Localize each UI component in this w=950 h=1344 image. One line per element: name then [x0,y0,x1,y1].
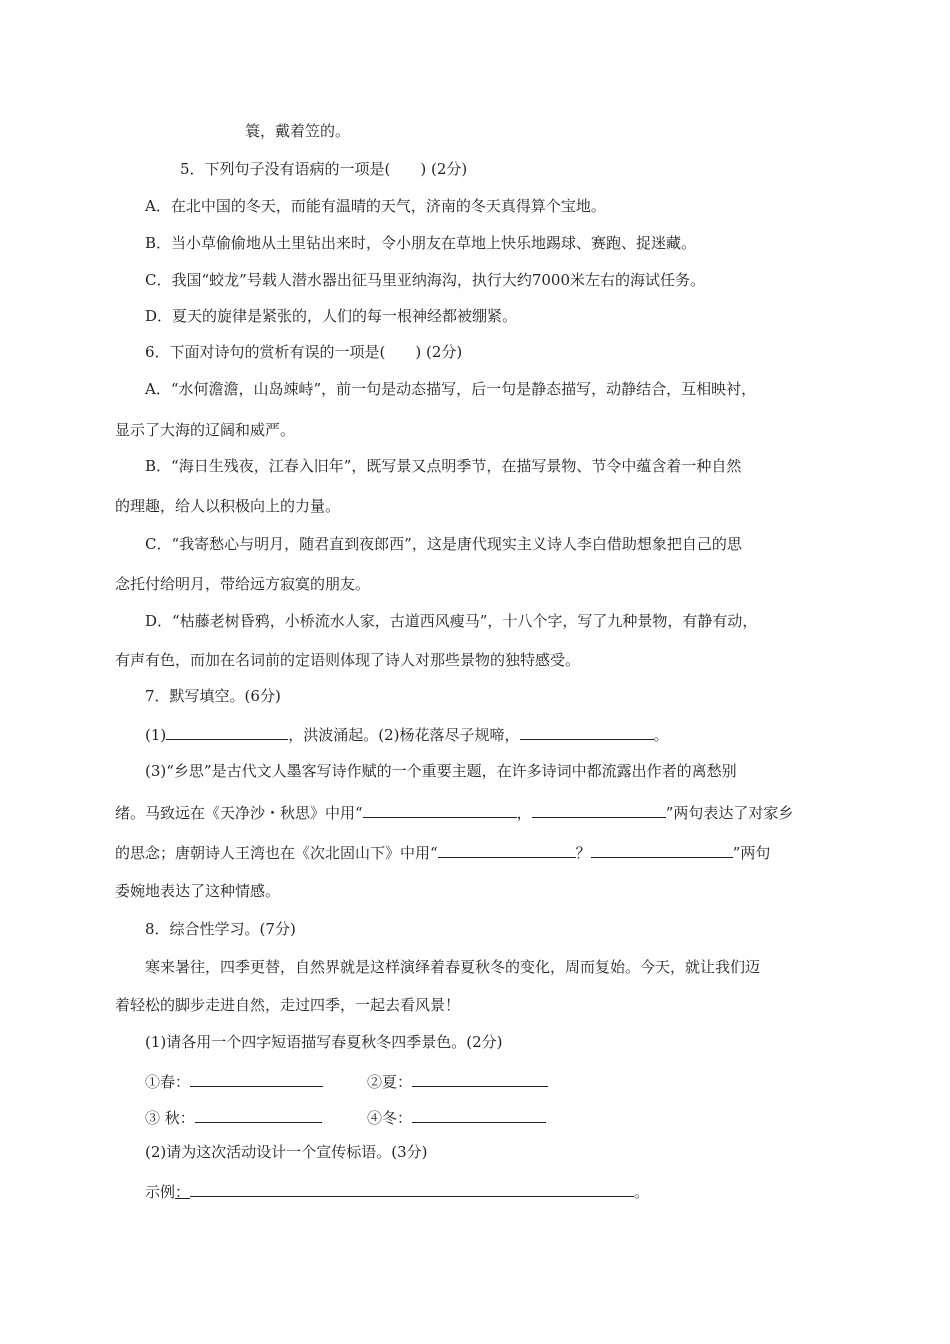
question-7-part-3-question-mark: ？ [575,844,591,862]
blank-line [412,1070,548,1087]
question-5-option-d: D．夏天的旋律是紧张的，人们的每一根神经都被绷紧。 [145,307,518,325]
question-7-part-3-comma: ， [516,804,532,822]
example-colon: ： [175,1183,191,1201]
season-summer [367,1070,548,1092]
question-7-part-3-line4: 委婉地表达了这种情感。 [115,882,281,900]
question-6-option-a-line2: 显示了大海的辽阔和威严。 [115,421,296,439]
season-autumn-label: ③ 秋： [145,1109,195,1127]
blank-line [190,1070,323,1087]
example-line [145,1180,649,1202]
question-8-intro-line2: 着轻松的脚步走进自然，走过四季，一起去看风景！ [115,996,461,1014]
question-7-part-3-line2 [115,801,793,823]
question-8-intro-line1: 寒来暑往，四季更替，自然界就是这样演绎着春夏秋冬的变化，周而复始。今天，就让我们迈 [145,958,761,976]
question-7-part-3-line1: (3)“乡思”是古代文人墨客写诗作赋的一个重要主题，在许多诗词中都流露出作者的离愁别 [145,762,737,780]
blank-line [438,841,576,858]
season-autumn [145,1106,322,1128]
question-5-option-a: A．在北中国的冬天，而能有温晴的天气，济南的冬天真得算个宝地。 [145,197,606,215]
blank-line [190,1180,634,1197]
question-7-part-1-2 [145,723,669,745]
question-6-option-b-line1: B．“海日生残夜，江春入旧年”，既写景又点明季节，在描写景物、节令中蕴含着一种自然 [145,457,742,475]
question-7-part-3-text: 绪。马致远在《天净沙・秋思》中用“ [115,804,363,822]
question-5-option-b: B．当小草偷偷地从土里钻出来时，令小朋友在草地上快乐地踢球、赛跑、捉迷藏。 [145,234,697,252]
question-8-sub-2: (2)请为这次活动设计一个宣传标语。(3分) [145,1143,428,1161]
question-7-part-3-line3 [115,841,770,863]
question-7-part-1-text: ，洪波涌起。(2)杨花落尽子规啼， [288,726,520,744]
question-7-part-3-text: 的思念；唐朝诗人王湾也在《次北固山下》中用“ [115,844,438,862]
question-7-part-3-text-end: ”两句表达了对家乡 [665,804,794,822]
question-6-stem: 6．下面对诗句的赏析有误的一项是( ) (2分) [145,343,463,361]
question-8-stem: 8．综合性学习。(7分) [145,920,296,938]
season-winter-label: ④冬： [367,1109,413,1127]
example-label: 示例 [145,1183,176,1201]
question-6-option-c-line1: C．“我寄愁心与明月，随君直到夜郎西”，这是唐代现实主义诗人李白借助想象把自己的思 [145,535,742,553]
blank-line [166,723,288,740]
season-spring-label: ①春： [145,1073,191,1091]
question-6-option-c-line2: 念托付给明月，带给远方寂寞的朋友。 [115,575,371,593]
question-6-option-b-line2: 的理趣，给人以积极向上的力量。 [115,497,341,515]
blank-line [532,801,666,818]
question-7-part-2-end: 。 [653,726,669,744]
blank-line [363,801,517,818]
question-6-option-d-line1: D．“枯藤老树昏鸦，小桥流水人家，古道西风瘦马”，十八个字，写了九种景物，有静有动， [145,612,758,630]
season-summer-label: ②夏： [367,1073,413,1091]
blank-line [520,723,654,740]
blank-line [412,1106,546,1123]
question-7-stem: 7．默写填空。(6分) [145,687,281,705]
question-5-stem: 5．下列句子没有语病的一项是( ) (2分) [180,160,468,178]
carry-over-line: 簑，戴着笠的。 [245,122,351,140]
question-6-option-a-line1: A．“水何澹澹，山岛竦峙”，前一句是动态描写，后一句是静态描写，动静结合，互相映衬， [145,380,757,398]
question-7-part-1-label: (1) [145,726,167,744]
blank-line [195,1106,322,1123]
blank-line [591,841,733,858]
question-5-option-c: C．我国“蛟龙”号载人潜水器出征马里亚纳海沟，执行大约7000米左右的海试任务。 [145,271,705,289]
question-8-sub-1: (1)请各用一个四字短语描写春夏秋冬四季景色。(2分) [145,1033,503,1051]
season-winter [367,1106,546,1128]
question-7-part-3-text-end: ”两句 [732,844,771,862]
example-end: 。 [634,1183,650,1201]
question-6-option-d-line2: 有声有色，而加在名词前的定语则体现了诗人对那些景物的独特感受。 [115,651,581,669]
season-spring [145,1070,323,1092]
